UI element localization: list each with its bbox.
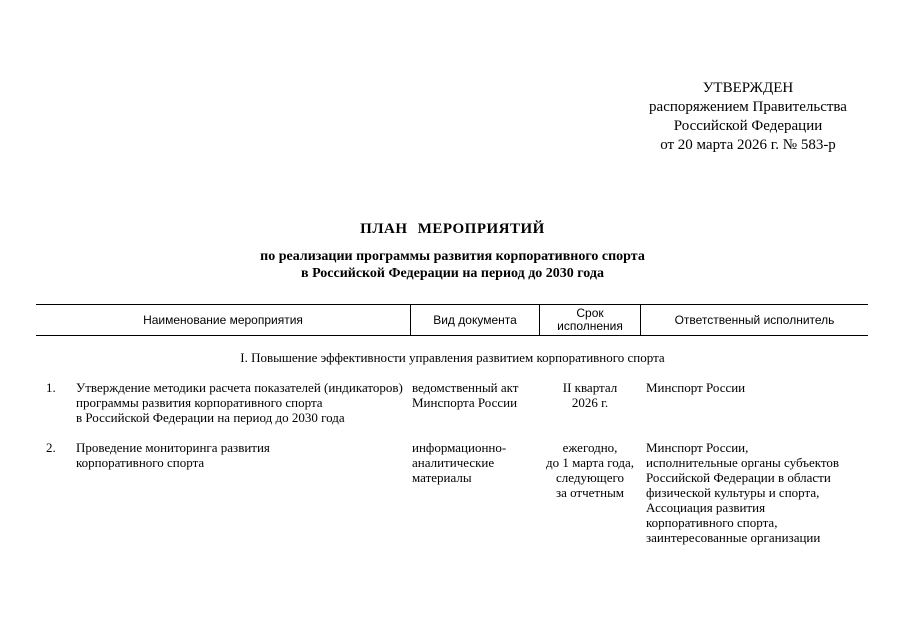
row-term-line: 2026 г. xyxy=(571,395,609,410)
plan-subtitle xyxy=(0,248,905,282)
plan-subtitle-line-1: по реализации программы развития корпоративного спорта xyxy=(260,249,645,264)
row-responsible-line: Российской Федерации в области xyxy=(646,470,831,485)
row-number: 2. xyxy=(46,440,56,455)
row-doc-line: материалы xyxy=(412,470,472,485)
row-responsible-line: Минспорт России, xyxy=(646,440,749,455)
row-responsible-line: Ассоциация развития xyxy=(646,500,766,515)
header-name: Наименование мероприятия xyxy=(143,312,303,327)
approval-line-1: распоряжением Правительства xyxy=(649,99,847,115)
header-doc: Вид документа xyxy=(433,312,517,327)
row-responsible-line: корпоративного спорта, xyxy=(646,515,778,530)
row-doc-line: информационно- xyxy=(412,440,507,455)
row-term xyxy=(540,380,640,410)
approval-heading: УТВЕРЖДЕН xyxy=(702,80,794,96)
plan-title-word-1: ПЛАН xyxy=(360,221,408,237)
row-name-line: Проведение мониторинга развития xyxy=(76,440,270,455)
row-number: 1. xyxy=(46,380,56,395)
row-term-line: до 1 марта года, xyxy=(546,455,634,470)
row-responsible-line: исполнительные органы субъектов xyxy=(646,455,840,470)
plan-subtitle-line-2: в Российской Федерации на период до 2030 года xyxy=(301,266,604,281)
header-responsible: Ответственный исполнитель xyxy=(674,312,835,327)
approval-line-3: от 20 марта 2026 г. № 583-р xyxy=(660,137,836,153)
row-name xyxy=(76,380,406,425)
header-term-line-1: Срок xyxy=(576,306,604,320)
row-responsible xyxy=(646,380,868,395)
row-name-line: программы развития корпоративного спорта xyxy=(76,395,323,410)
plan-title-block xyxy=(0,220,905,282)
header-term-line-2: исполнения xyxy=(557,319,623,333)
row-term-line: ежегодно, xyxy=(562,440,618,455)
row-doc xyxy=(412,380,542,410)
row-doc-line: аналитические xyxy=(412,455,495,470)
row-responsible-line: заинтересованные организации xyxy=(646,530,821,545)
row-name-line: Утверждение методики расчета показателей (индикаторов) xyxy=(76,380,403,395)
plan-title-word-2: МЕРОПРИЯТИЙ xyxy=(417,221,545,237)
row-name-line: корпоративного спорта xyxy=(76,455,205,470)
row-term-line: II квартал xyxy=(562,380,618,395)
row-responsible xyxy=(646,440,868,545)
row-doc-line: ведомственный акт xyxy=(412,380,519,395)
row-term-line: за отчетным xyxy=(555,485,625,500)
row-name xyxy=(76,440,406,470)
row-term-line: следующего xyxy=(556,470,624,485)
approval-stamp xyxy=(628,79,868,155)
row-responsible-line: физической культуры и спорта, xyxy=(646,485,820,500)
row-responsible-line: Минспорт России xyxy=(646,380,746,395)
header-term xyxy=(540,305,640,335)
row-doc-line: Минспорта России xyxy=(412,395,518,410)
section-title: I. Повышение эффективности управления развитием корпоративного спорта xyxy=(240,350,665,365)
plan-title xyxy=(0,220,905,238)
row-term xyxy=(540,440,640,500)
row-name-line: в Российской Федерации на период до 2030 года xyxy=(76,410,345,425)
table-header xyxy=(36,304,868,336)
row-doc xyxy=(412,440,542,485)
approval-line-2: Российской Федерации xyxy=(673,118,823,134)
